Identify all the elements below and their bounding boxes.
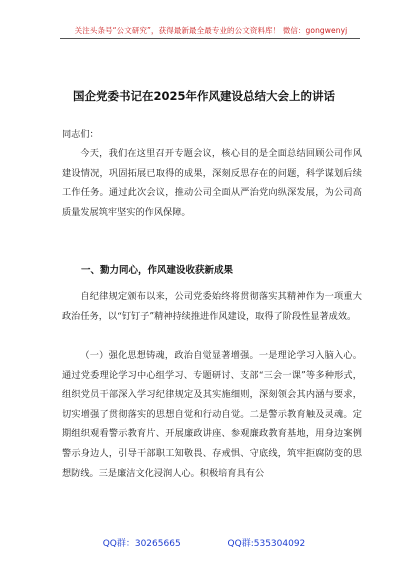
footer-qq-group-2: QQ群:535304092 [227,539,306,549]
header-banner: 关注头条号“公文研究”，获得最新最全最专业的公文资料库！ 微信：gongwenyj [74,26,348,35]
section-heading-1: 一、勠力同心，作风建设收获新成果 [81,265,234,276]
document-title: 国企党委书记在2025年作风建设总结大会上的讲话 [72,89,335,103]
greeting: 同志们： [62,129,99,140]
header-divider [60,38,360,39]
paragraph-section1-item1: （一）强化思想铸魂，政治自觉显著增强。一是理论学习入脑入心。通过党委理论学习中心组学习、专题研讨、支部“三会一课”等多种形式，组织党员干部深入学习纪律规定及其实施细则，深刻领会其内涵与要求，切实增强了贯彻落实的思想自觉和行动自觉。二是警示教育触及灵魂。定期组织观看警示教育片、开展廉政讲座、参观廉政教育基地，用身边案例警示身边人，引导干部职工知敬畏、存戒惧、守底线，筑牢拒腐防变的思想防线。三是廉洁文化浸润人心。积极培育具有公 [62,350,362,479]
footer-qq-group-1: QQ群：30265665 [102,539,181,549]
paragraph-intro: 今天，我们在这里召开专题会议，核心目的是全面总结回顾公司作风建设情况，巩固拓展已取得的成果，深刻反思存在的问题，科学谋划后续工作任务。通过此次会议，推动公司全面从严治党向纵深发展，为公司高质量发展筑牢坚实的作风保障。 [62,148,362,218]
footer [0,536,408,549]
paragraph-section1-intro: 自纪律规定颁布以来，公司党委始终将贯彻落实其精神作为一项重大政治任务，以“钉钉子”精神持续推进作风建设，取得了阶段性显著成效。 [62,291,362,322]
